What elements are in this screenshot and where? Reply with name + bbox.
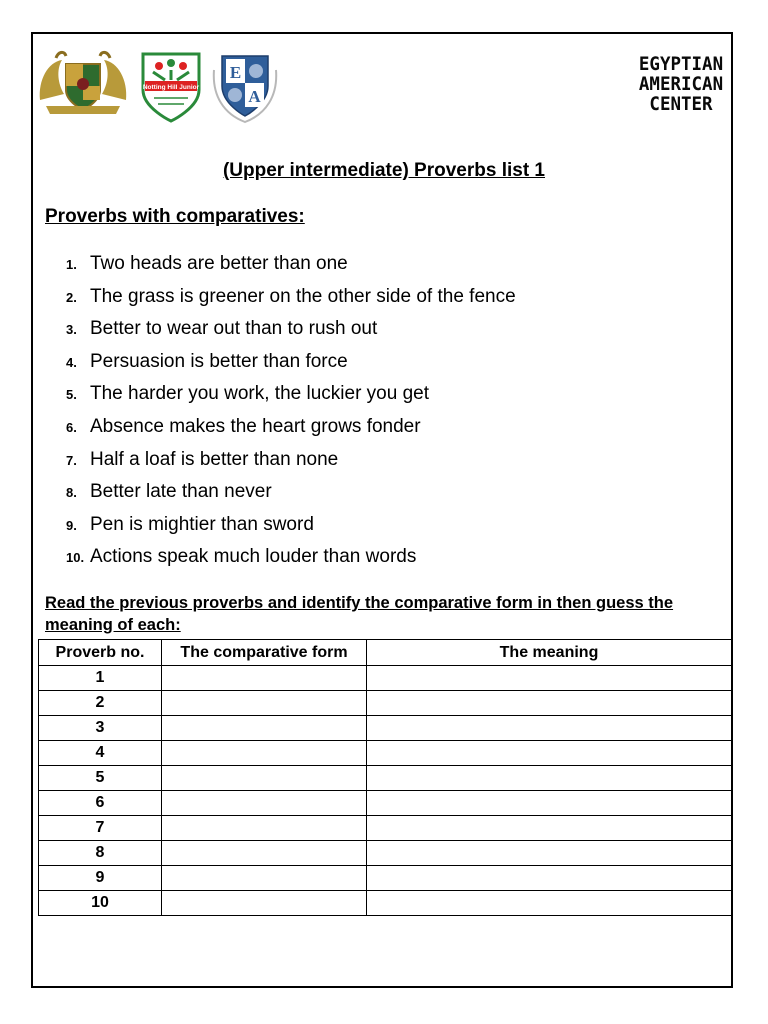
meaning-cell[interactable] bbox=[367, 891, 732, 916]
column-header-comparative-form: The comparative form bbox=[162, 640, 367, 666]
comparative-form-cell[interactable] bbox=[162, 891, 367, 916]
proverb-item bbox=[66, 251, 516, 284]
table-row bbox=[39, 691, 732, 716]
proverb-text: Absence makes the heart grows fonder bbox=[90, 415, 421, 437]
table-row bbox=[39, 866, 732, 891]
proverb-item bbox=[66, 284, 516, 317]
table-row bbox=[39, 841, 732, 866]
proverb-number: 4. bbox=[66, 354, 77, 370]
row-number: 2 bbox=[39, 691, 162, 716]
meaning-cell[interactable] bbox=[367, 866, 732, 891]
proverb-text: The grass is greener on the other side of the fence bbox=[90, 285, 516, 307]
column-header-meaning: The meaning bbox=[367, 640, 732, 666]
ea-shield-logo bbox=[208, 50, 282, 124]
table-row bbox=[39, 816, 732, 841]
crest-logo bbox=[36, 50, 130, 116]
proverb-item bbox=[66, 479, 516, 512]
proverb-item bbox=[66, 447, 516, 480]
notting-hill-junior-logo bbox=[140, 50, 202, 124]
proverb-number: 1. bbox=[66, 257, 77, 272]
comparative-form-cell[interactable] bbox=[162, 666, 367, 691]
eac-logo-line: CENTER bbox=[649, 93, 713, 115]
row-number: 1 bbox=[39, 666, 162, 691]
proverb-text: The harder you work, the luckier you get bbox=[90, 383, 430, 405]
proverb-text: Better late than never bbox=[90, 481, 272, 503]
table-header-row bbox=[39, 640, 732, 666]
comparative-form-cell[interactable] bbox=[162, 866, 367, 891]
proverb-number: 10. bbox=[66, 550, 85, 566]
meaning-cell[interactable] bbox=[367, 816, 732, 841]
proverb-text: Pen is mightier than sword bbox=[90, 513, 314, 535]
page-title: (Upper intermediate) Proverbs list 1 bbox=[222, 160, 546, 181]
instructions: Read the previous proverbs and identify the comparative form in then guess the meaning of each: bbox=[45, 594, 674, 634]
proverb-item bbox=[66, 544, 516, 577]
proverb-number: 7. bbox=[66, 452, 77, 468]
comparative-form-cell[interactable] bbox=[162, 791, 367, 816]
proverb-number: 8. bbox=[66, 485, 77, 501]
meaning-cell[interactable] bbox=[367, 791, 732, 816]
proverb-number: 6. bbox=[66, 419, 77, 435]
shield-letter-a: A bbox=[248, 87, 261, 106]
proverb-item bbox=[66, 316, 516, 349]
proverb-item bbox=[66, 381, 516, 414]
table-row bbox=[39, 716, 732, 741]
row-number: 6 bbox=[39, 791, 162, 816]
proverb-number: 9. bbox=[66, 517, 77, 533]
row-number: 9 bbox=[39, 866, 162, 891]
proverb-item bbox=[66, 414, 516, 447]
table-row bbox=[39, 666, 732, 691]
eac-logo-line: AMERICAN bbox=[638, 73, 724, 95]
section-heading: Proverbs with comparatives: bbox=[45, 206, 305, 227]
proverb-number: 3. bbox=[66, 322, 77, 338]
proverb-text: Persuasion is better than force bbox=[90, 350, 348, 372]
comparative-form-cell[interactable] bbox=[162, 816, 367, 841]
egyptian-american-center-logo bbox=[628, 54, 734, 114]
proverb-text: Half a loaf is better than none bbox=[90, 448, 339, 470]
proverb-list bbox=[66, 251, 516, 577]
comparative-form-cell[interactable] bbox=[162, 716, 367, 741]
proverb-text: Actions speak much louder than words bbox=[90, 546, 417, 568]
shield-letter-e: E bbox=[229, 63, 242, 82]
proverb-number: 5. bbox=[66, 387, 77, 403]
column-header-proverb-no: Proverb no. bbox=[39, 640, 162, 666]
table-row bbox=[39, 741, 732, 766]
proverb-number: 2. bbox=[66, 289, 77, 305]
proverb-text: Better to wear out than to rush out bbox=[90, 318, 378, 340]
answer-table bbox=[38, 639, 732, 916]
proverb-text: Two heads are better than one bbox=[90, 253, 348, 274]
row-number: 7 bbox=[39, 816, 162, 841]
comparative-form-cell[interactable] bbox=[162, 841, 367, 866]
proverb-item bbox=[66, 349, 516, 382]
row-number: 5 bbox=[39, 766, 162, 791]
row-number: 8 bbox=[39, 841, 162, 866]
row-number: 3 bbox=[39, 716, 162, 741]
eac-logo-line: EGYPTIAN bbox=[638, 53, 724, 75]
meaning-cell[interactable] bbox=[367, 691, 732, 716]
proverb-item bbox=[66, 512, 516, 545]
comparative-form-cell[interactable] bbox=[162, 691, 367, 716]
meaning-cell[interactable] bbox=[367, 716, 732, 741]
meaning-cell[interactable] bbox=[367, 841, 732, 866]
row-number: 4 bbox=[39, 741, 162, 766]
meaning-cell[interactable] bbox=[367, 666, 732, 691]
table-row bbox=[39, 791, 732, 816]
meaning-cell[interactable] bbox=[367, 741, 732, 766]
meaning-cell[interactable] bbox=[367, 766, 732, 791]
row-number: 10 bbox=[39, 891, 162, 916]
comparative-form-cell[interactable] bbox=[162, 741, 367, 766]
nh-logo-text: Notting Hill Junior bbox=[142, 84, 200, 91]
table-row bbox=[39, 891, 732, 916]
table-row bbox=[39, 766, 732, 791]
comparative-form-cell[interactable] bbox=[162, 766, 367, 791]
